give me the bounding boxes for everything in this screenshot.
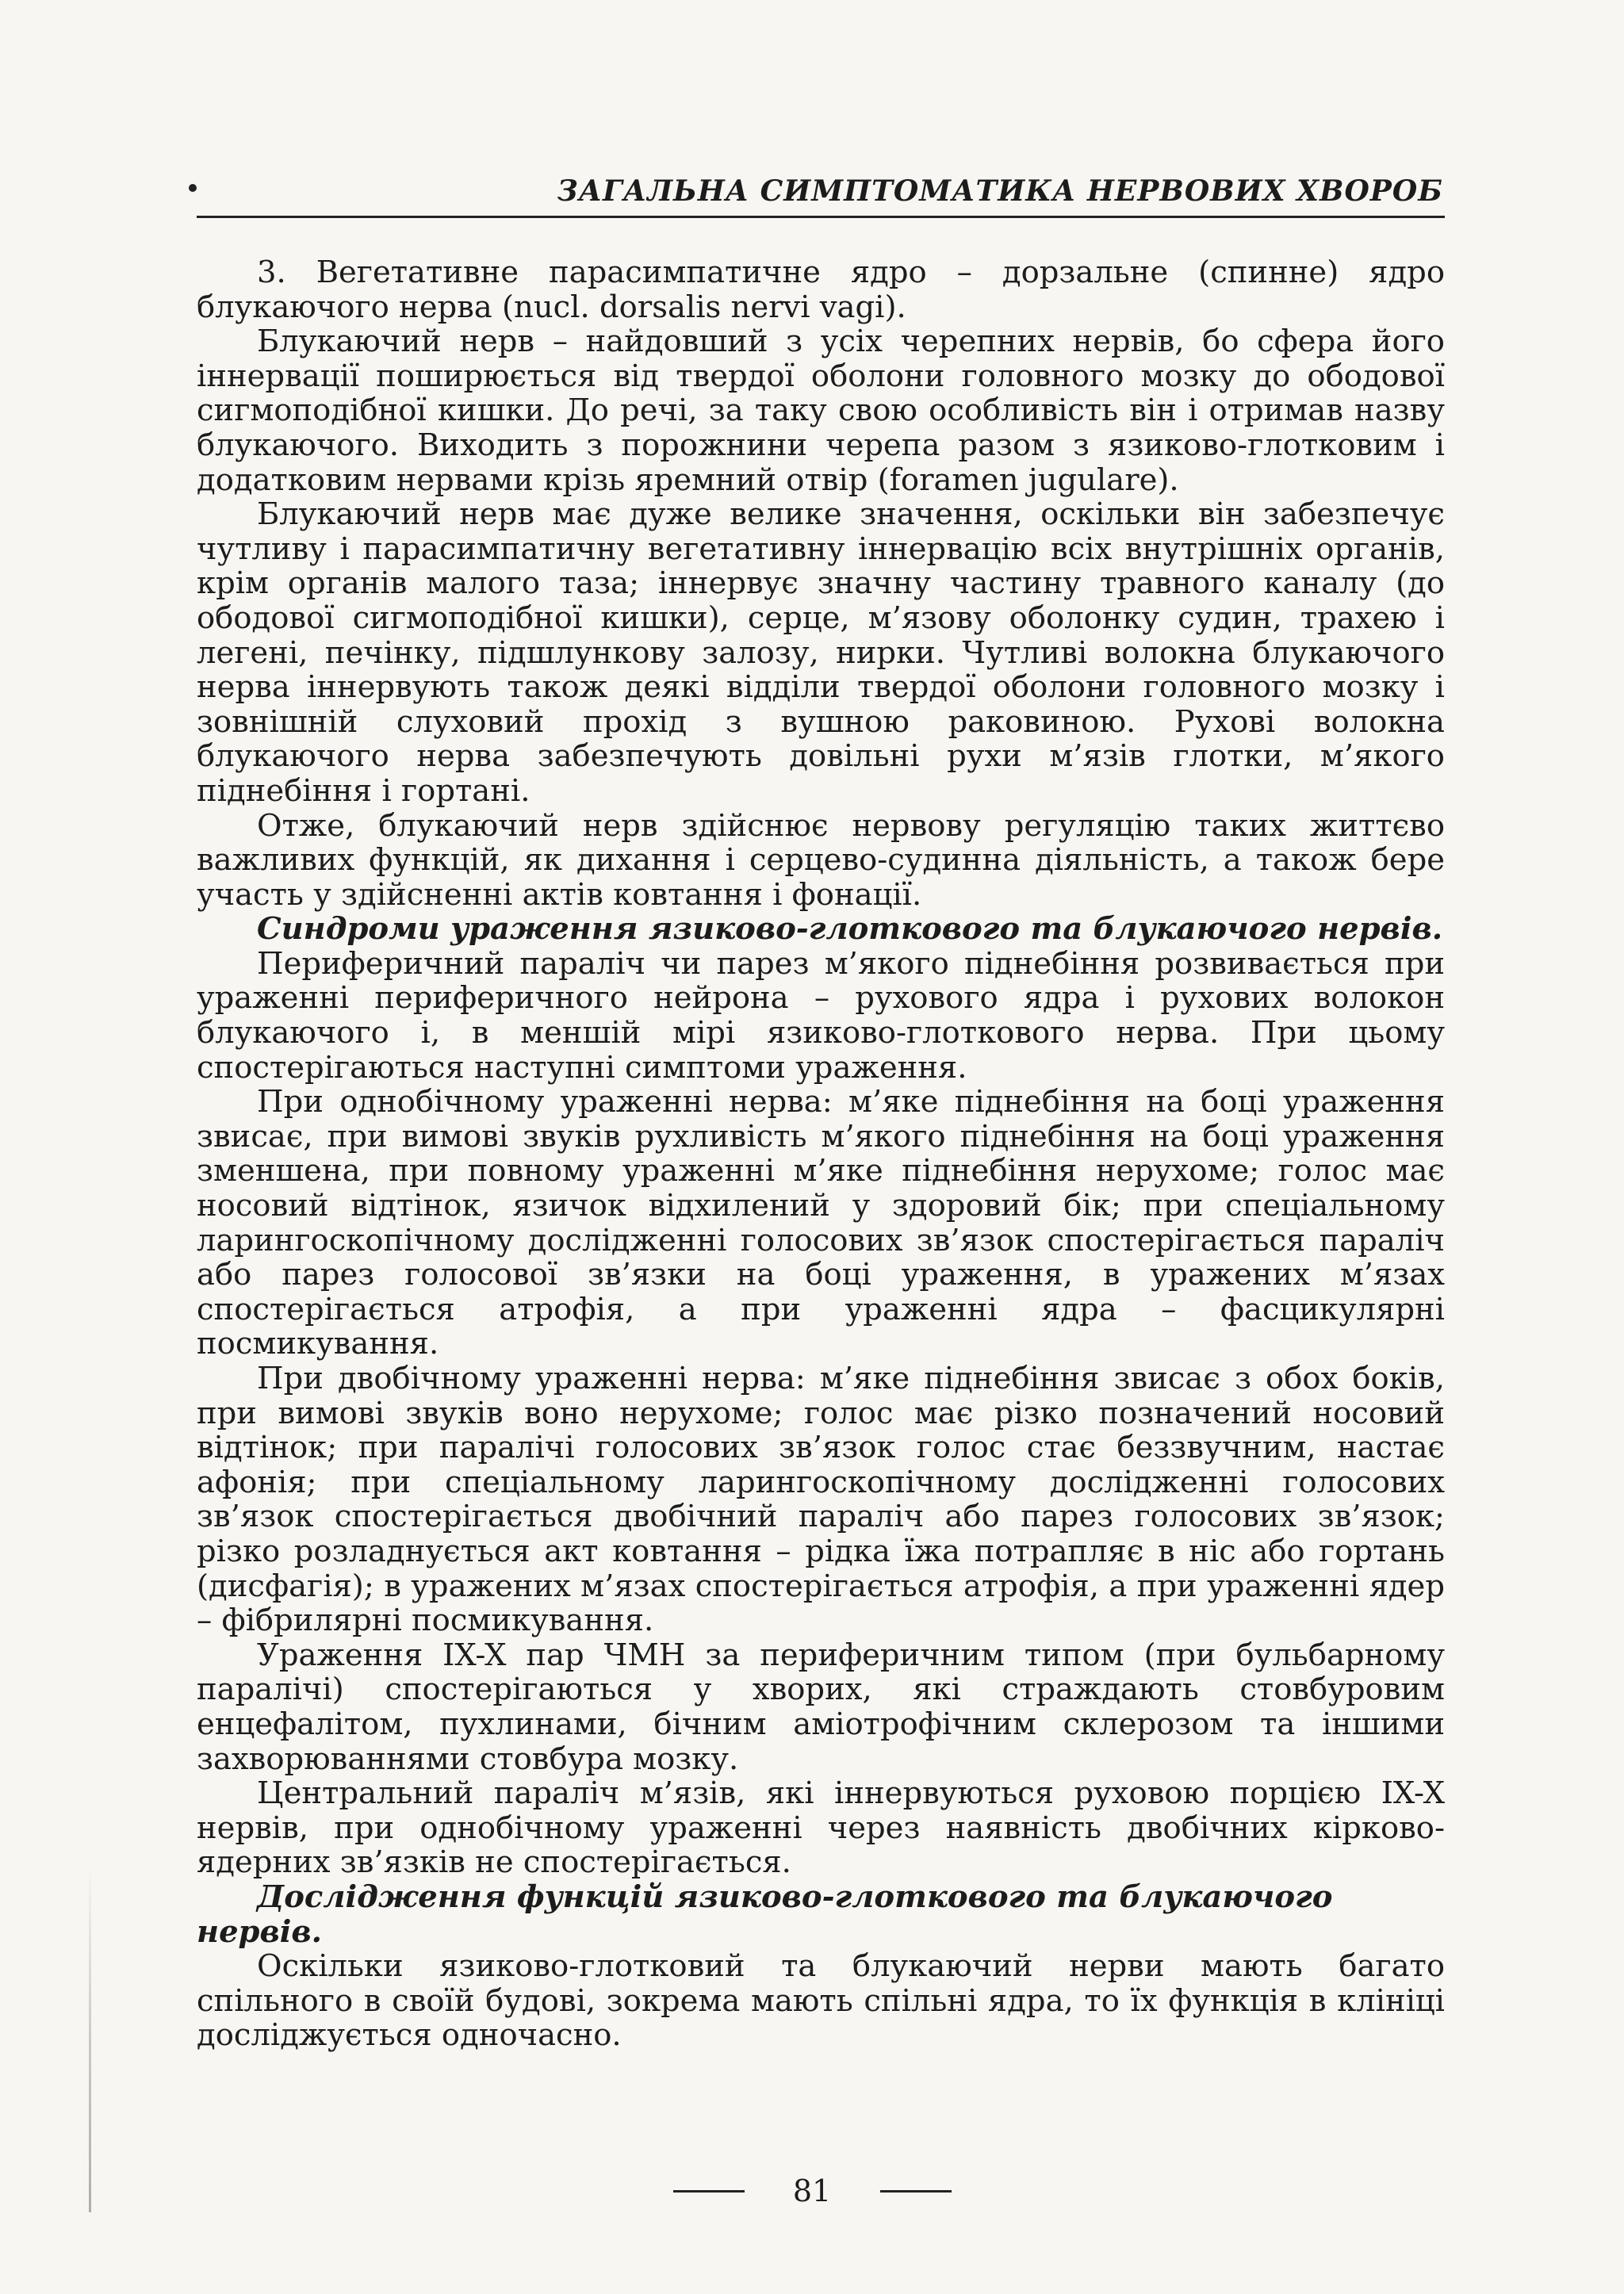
footer-rule-right: [880, 2190, 952, 2193]
page-number: 81: [792, 2173, 832, 2208]
scan-binding-shadow: [89, 1863, 91, 2212]
page-footer: [0, 2171, 1624, 2211]
header-bullet: [189, 184, 197, 192]
paragraph-central-paralysis: Центральний параліч м’язів, які іннервуються руховою порцією IX-X нервів, при однобічному ураженні через наявність двобічних кірково-ядерних зв’язків не спостерігається.: [197, 1775, 1445, 1881]
footer-rule-left: [673, 2190, 745, 2193]
paragraph-joint-examination: Оскільки язиково-глотковий та блукаючий нерви мають багато спільного в своїй будові, зокрема мають спільні ядра, то їх функція в клініці досліджується одночасно.: [197, 1948, 1445, 2054]
header-rule: [197, 216, 1445, 218]
paragraph-ninth-nerve-nucleus: 3. Вегетативне парасимпатичне ядро – дорзальне (спинне) ядро блукаючого нерва (nucl. dorsalis nervi vagi).: [197, 255, 1445, 325]
paragraph-bulbar-palsy: Ураження IX-X пар ЧМН за периферичним типом (при бульбарному паралічі) спостерігаються у хворих, які страждають стовбуровим енцефалітом, пухлинами, бічним аміотрофічним склерозом та іншими захворюваннями стовбура мозку.: [197, 1637, 1445, 1777]
paragraph-peripheral-paralysis: Периферичний параліч чи парез м’якого піднебіння розвивається при ураженні периферичного нейрона – рухового ядра і рухових волокон блукаючого і, в меншій мірі язиково-глоткового нерва. При цьому спостерігаються наступні симптоми ураження.: [197, 945, 1445, 1086]
body-text: [197, 255, 1445, 2053]
paragraph-vagus-regulation: Отже, блукаючий нерв здійснює нервову регуляцію таких життєво важливих функцій, як дихання і серцево-судинна діяльність, а також бере участь у здійсненні актів ковтання і фонації.: [197, 807, 1445, 913]
paragraph-bilateral-lesion: При двобічному ураженні нерва: м’яке піднебіння звисає з обох боків, при вимові звуків воно нерухоме; голос має різко позначений носовий відтінок; при паралічі голосових зв’язок голос стає беззвучним, настає афонія; при спеціальному ларингоскопічному дослідженні голосових зв’язок спостерігається двобічний параліч або парез голосових зв’язок; різко розладнується акт ковтання – рідка їжа потрапляє в ніс або гортань (дисфагія); в уражених м’язах спостерігається атрофія, а при ураженні ядер – фібрилярні посмикування.: [197, 1361, 1445, 1639]
paragraph-vagus-significance: Блукаючий нерв має дуже велике значення, оскільки він забезпечує чутливу і парасимпатичну вегетативну іннервацію всіх внутрішніх органів, крім органів малого таза; іннервує значну частину травного каналу (до ободової сигмоподібної кишки), серце, м’язову оболонку судин, трахею і легені, печінку, підшлункову залозу, нирки. Чутливі волокна блукаючого нерва іннервують також деякі відділи твердої оболони головного мозку і зовнішній слуховий прохід з вушною раковиною. Рухові волокна блукаючого нерва забезпечують довільні рухи м’язів глотки, м’якого піднебіння і гортані.: [197, 496, 1445, 809]
subheading-syndromes: Синдроми ураження язиково-глоткового та блукаючого нервів.: [257, 911, 1443, 948]
paragraph-unilateral-lesion: При однобічному ураженні нерва: м’яке піднебіння на боці ураження звисає, при вимові звуків рухливість м’якого піднебіння на боці ураження зменшена, при повному ураженні м’яке піднебіння нерухоме; голос має носовий відтінок, язичок відхилений у здоровий бік; при спеціальному ларингоскопічному дослідженні голосових зв’язок спостерігається параліч або парез голосової зв’язки на боці ураження, в уражених м’язах спостерігається атрофія, а при ураженні ядра – фасцикулярні посмикування.: [197, 1084, 1445, 1362]
subheading-examination: Дослідження функцій язиково-глоткового та блукаючого нервів.: [197, 1878, 1333, 1950]
running-head: ЗАГАЛЬНА СИМПТОМАТИКА НЕРВОВИХ ХВОРОБ: [557, 174, 1443, 208]
paragraph-vagus-longest: Блукаючий нерв – найдовший з усіх черепних нервів, бо сфера його іннервації поширюється від твердої оболони головного мозку до ободової сигмоподібної кишки. До речі, за таку свою особливість він і отримав назву блукаючого. Виходить з порожнини черепа разом з язиково-глотковим і додатковим нервами крізь яремний отвір (foramen jugulare).: [197, 324, 1445, 498]
